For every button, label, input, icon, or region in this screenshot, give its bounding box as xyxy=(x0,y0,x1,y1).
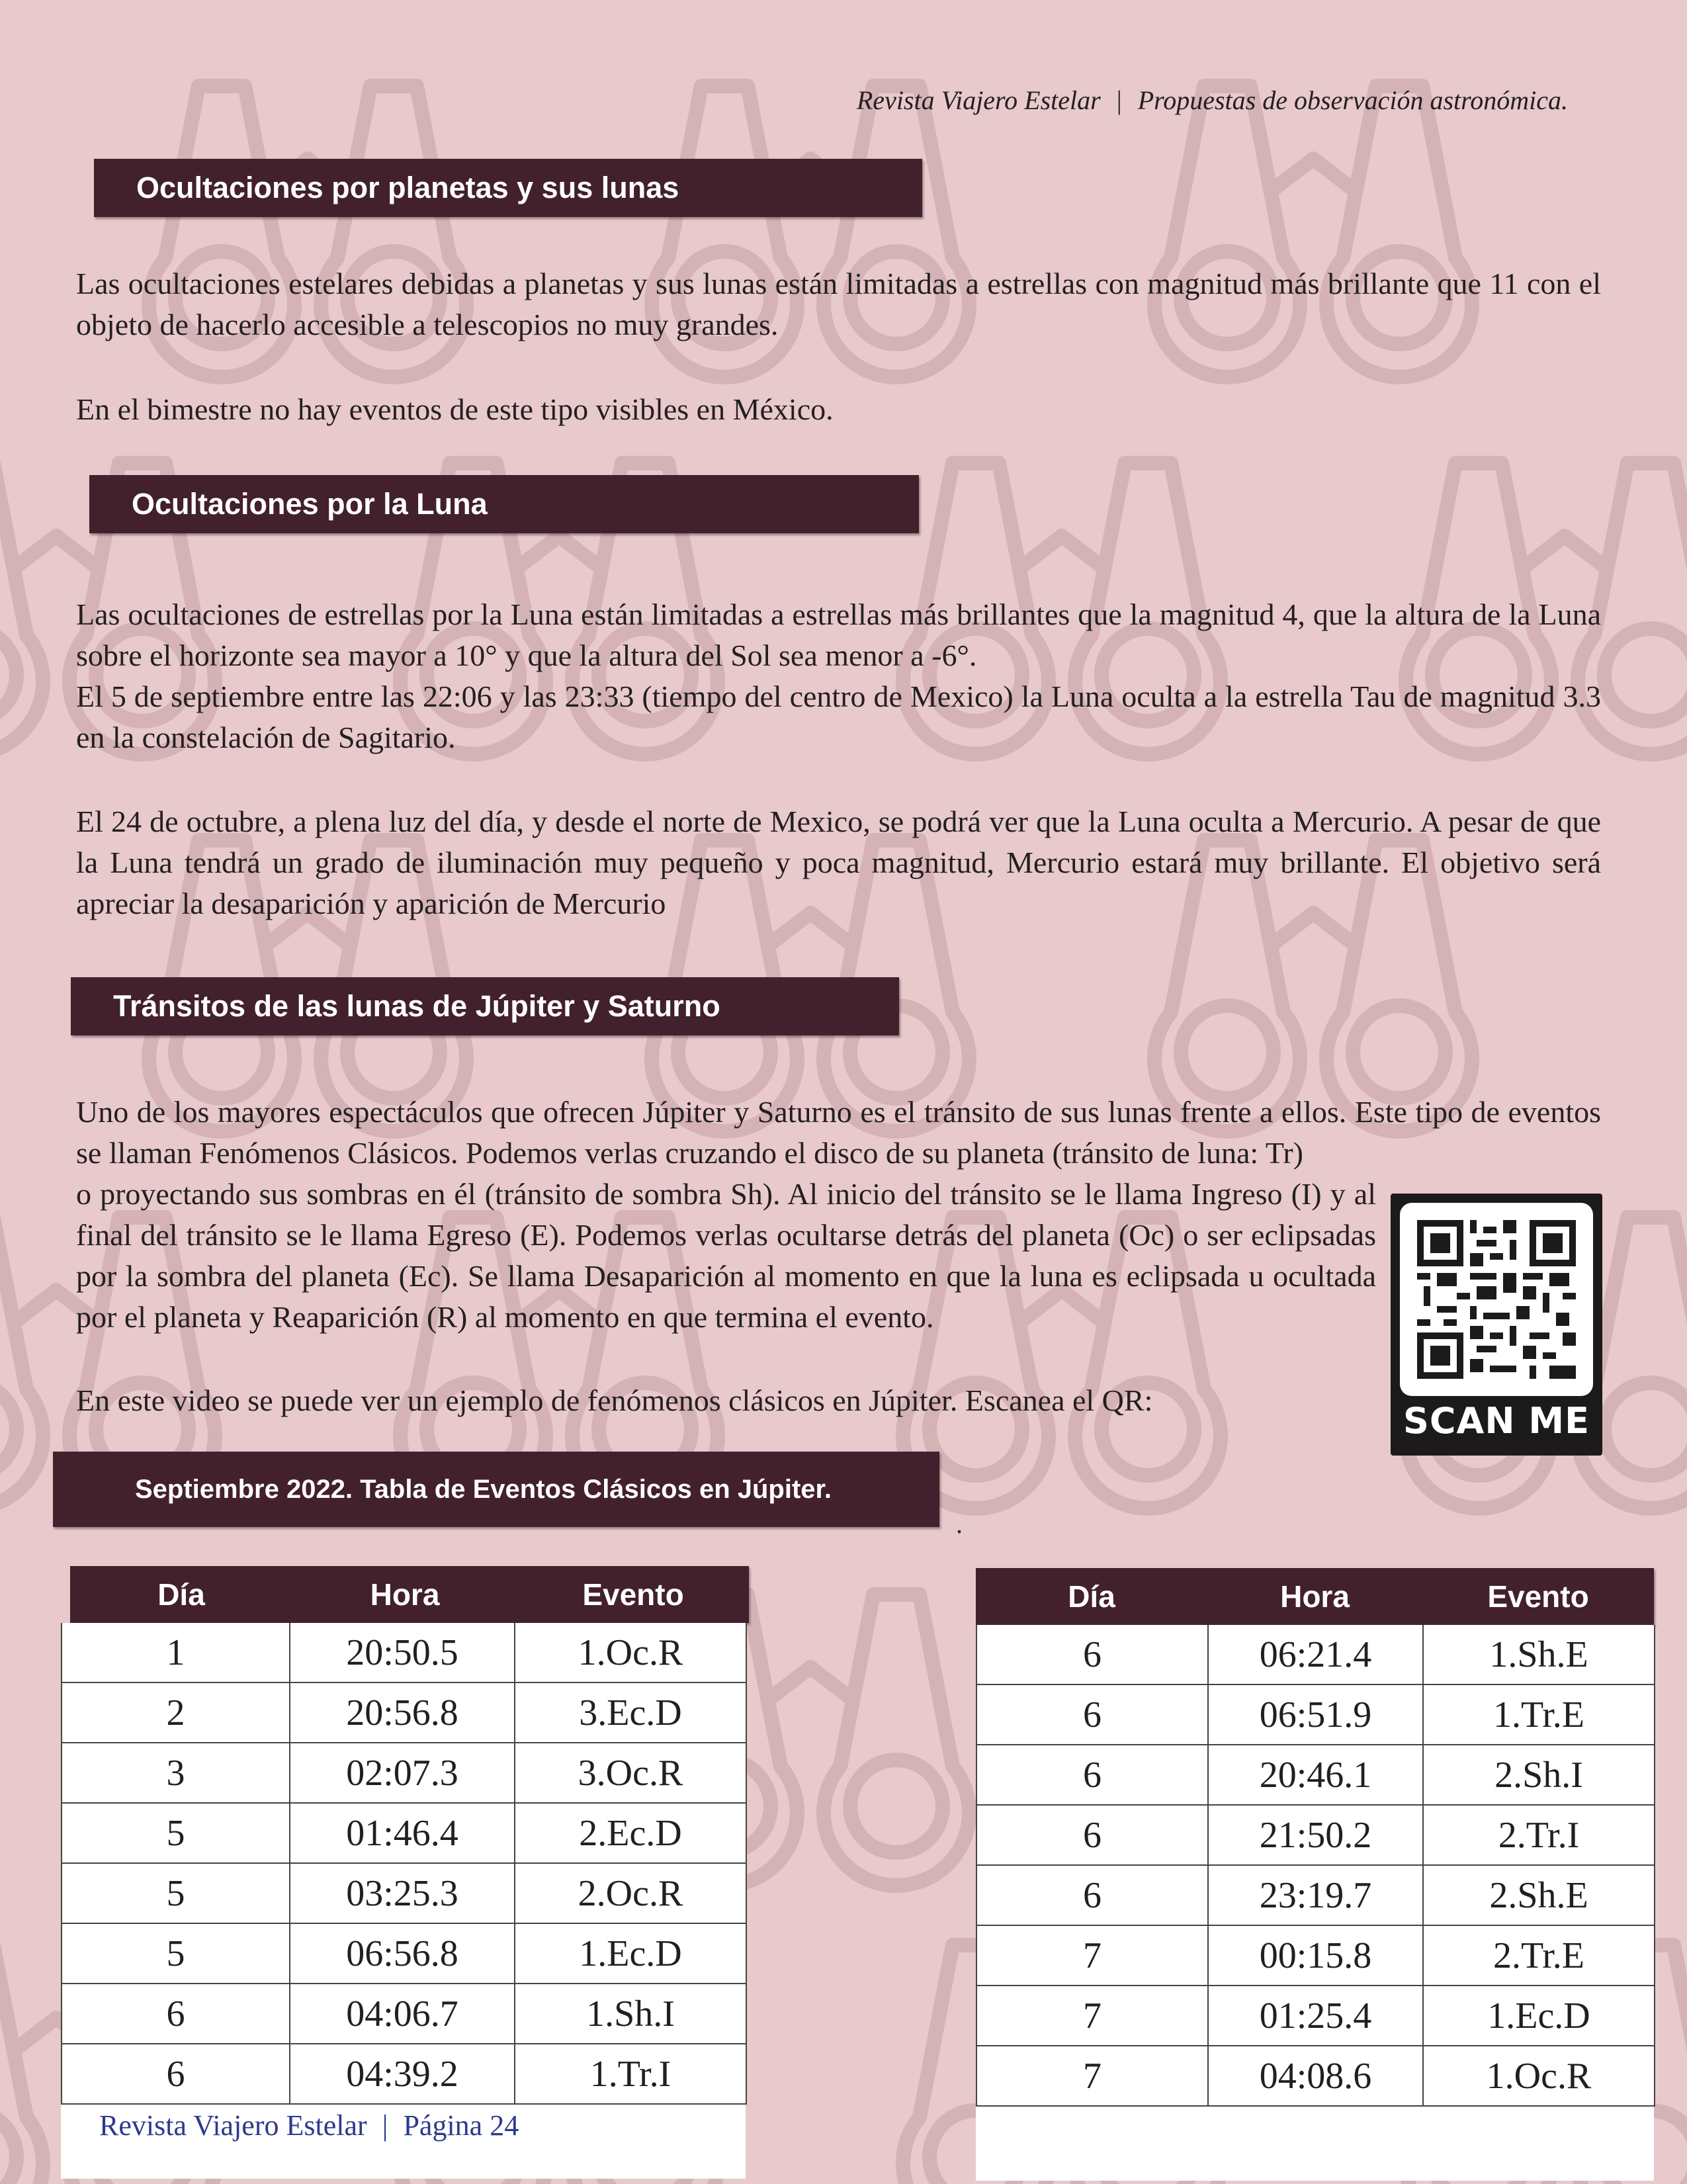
paragraph-moon-2: El 5 de septiembre entre las 22:06 y las 23:33 (tiempo del centro de Mexico) la Luna oculta a la estrella Tau de magnitud 3.3 en la constelación de Sagitario. xyxy=(76,679,1601,754)
paragraph-planets-1: Las ocultaciones estelares debidas a planetas y sus lunas están limitadas a estrellas con magnitud más brillante que 11 con el objeto de hacerlo accesible a telescopios no muy grandes. xyxy=(76,267,1601,341)
cell-day: 1 xyxy=(62,1623,290,1682)
cell-event: 3.Ec.D xyxy=(515,1682,746,1743)
table-row xyxy=(62,1984,746,2044)
events-table-right xyxy=(976,1568,1654,2181)
cell-day: 5 xyxy=(62,1863,290,1923)
cell-time: 04:39.2 xyxy=(290,2044,515,2104)
cell-event: 1.Ec.D xyxy=(515,1923,746,1984)
qr-code[interactable] xyxy=(1391,1194,1602,1456)
cell-event: 1.Ec.D xyxy=(1423,1986,1655,2046)
cell-time: 21:50.2 xyxy=(1208,1805,1423,1865)
table-row xyxy=(976,1745,1655,1805)
table-row xyxy=(976,1986,1655,2046)
cell-time: 23:19.7 xyxy=(1208,1865,1423,1925)
cell-event: 2.Sh.E xyxy=(1423,1865,1655,1925)
header-day: Día xyxy=(157,1577,205,1612)
cell-time: 04:06.7 xyxy=(290,1984,515,2044)
cell-event: 1.Sh.I xyxy=(515,1984,746,2044)
header-event: Evento xyxy=(582,1577,684,1612)
cell-time: 02:07.3 xyxy=(290,1743,515,1803)
qr-caption: SCAN ME xyxy=(1403,1400,1590,1442)
header-time: Hora xyxy=(1280,1579,1350,1614)
events-table-right-body xyxy=(976,1625,1654,2181)
table-row xyxy=(62,1923,746,1984)
cell-time: 00:15.8 xyxy=(1208,1925,1423,1986)
section-heading-planets: Ocultaciones por planetas y sus lunas xyxy=(94,159,922,217)
table-row xyxy=(976,1925,1655,1986)
cell-event: 1.Oc.R xyxy=(1423,2046,1655,2106)
cell-day: 7 xyxy=(976,1986,1208,2046)
cell-day: 7 xyxy=(976,1925,1208,1986)
cell-time: 03:25.3 xyxy=(290,1863,515,1923)
qr-code-icon xyxy=(1417,1220,1576,1379)
running-head-separator: | xyxy=(1116,85,1122,115)
cell-event: 1.Sh.E xyxy=(1423,1625,1655,1684)
paragraph-transits-2: o proyectando sus sombras en él (tránsito de sombra Sh). Al inicio del tránsito se le llama Ingreso (I) y al final del tránsito se le llama Egreso (E). Podemos verlas ocultarse detrás del planeta (Oc) o ser eclipsadas por la sombra del planeta (Ec). Se llama Desaparición al momento en que la luna es eclipsada u ocultada por el planeta y Reaparición (R) al momento en que termina el evento. xyxy=(76,1177,1376,1334)
cell-event: 2.Ec.D xyxy=(515,1803,746,1863)
cell-event: 2.Sh.I xyxy=(1423,1745,1655,1805)
cell-day: 5 xyxy=(62,1803,290,1863)
paragraph-transits-3: En este video se puede ver un ejemplo de fenómenos clásicos en Júpiter. Escanea el QR: xyxy=(76,1383,1153,1417)
cell-event: 1.Tr.E xyxy=(1423,1684,1655,1745)
header-day: Día xyxy=(1068,1579,1115,1614)
table-title: Septiembre 2022. Tabla de Eventos Clásicos en Júpiter. xyxy=(53,1452,939,1527)
cell-day: 5 xyxy=(62,1923,290,1984)
cell-event: 1.Tr.I xyxy=(515,2044,746,2104)
paragraph-transits-1: Uno de los mayores espectáculos que ofrecen Júpiter y Saturno es el tránsito de sus lunas frente a ellos. Este tipo de eventos se llaman Fenómenos Clásicos. Podemos verlas cruzando el disco de su planeta (tránsito de luna: Tr) xyxy=(76,1095,1601,1170)
cell-event: 1.Oc.R xyxy=(515,1623,746,1682)
table-row xyxy=(62,1743,746,1803)
table-row xyxy=(976,2046,1655,2106)
cell-time: 04:08.6 xyxy=(1208,2046,1423,2106)
events-table-right-header xyxy=(976,1568,1654,1625)
paragraph-planets-2: En el bimestre no hay eventos de este tipo visibles en México. xyxy=(76,392,834,426)
section-heading-moon: Ocultaciones por la Luna xyxy=(89,475,919,533)
cell-time: 06:51.9 xyxy=(1208,1684,1423,1745)
cell-day: 6 xyxy=(976,1865,1208,1925)
cell-time: 06:21.4 xyxy=(1208,1625,1423,1684)
cell-day: 6 xyxy=(976,1745,1208,1805)
header-time: Hora xyxy=(370,1577,440,1612)
qr-code-image xyxy=(1400,1203,1593,1396)
cell-time: 20:46.1 xyxy=(1208,1745,1423,1805)
footer-magazine: Revista Viajero Estelar xyxy=(99,2109,367,2142)
section-heading-transits: Tránsitos de las lunas de Júpiter y Saturno xyxy=(71,977,899,1035)
header-event: Evento xyxy=(1487,1579,1589,1614)
events-table-left xyxy=(61,1566,749,2179)
cell-event: 2.Tr.E xyxy=(1423,1925,1655,1986)
cell-event: 2.Tr.I xyxy=(1423,1805,1655,1865)
page-footer xyxy=(99,2109,519,2142)
running-head xyxy=(662,85,1568,116)
running-head-magazine: Revista Viajero Estelar xyxy=(856,85,1101,115)
cell-event: 3.Oc.R xyxy=(515,1743,746,1803)
table-row xyxy=(976,1684,1655,1745)
cell-day: 7 xyxy=(976,2046,1208,2106)
footer-page-number: Página 24 xyxy=(403,2109,519,2142)
table-row xyxy=(62,2044,746,2104)
cell-day: 6 xyxy=(62,2044,290,2104)
events-table-left-body xyxy=(61,1623,746,2179)
table-row xyxy=(62,1682,746,1743)
cell-day: 2 xyxy=(62,1682,290,1743)
cell-time: 20:50.5 xyxy=(290,1623,515,1682)
cell-time: 01:25.4 xyxy=(1208,1986,1423,2046)
cell-day: 6 xyxy=(976,1625,1208,1684)
cell-time: 20:56.8 xyxy=(290,1682,515,1743)
cell-day: 6 xyxy=(62,1984,290,2044)
table-row xyxy=(976,1805,1655,1865)
table-row xyxy=(976,1865,1655,1925)
cell-day: 6 xyxy=(976,1684,1208,1745)
events-table-left-header xyxy=(70,1566,749,1623)
table-row xyxy=(62,1623,746,1682)
cell-time: 06:56.8 xyxy=(290,1923,515,1984)
paragraph-moon-1: Las ocultaciones de estrellas por la Luna están limitadas a estrellas más brillantes que la magnitud 4, que la altura de la Luna sobre el horizonte sea mayor a 10° y que la altura del Sol sea menor a -6°. xyxy=(76,597,1601,672)
cell-time: 01:46.4 xyxy=(290,1803,515,1863)
running-head-subtitle: Propuestas de observación astronómica. xyxy=(1137,85,1568,115)
stray-period: . xyxy=(956,1509,963,1539)
footer-separator: | xyxy=(382,2109,388,2142)
cell-day: 3 xyxy=(62,1743,290,1803)
table-row xyxy=(976,1625,1655,1684)
paragraph-moon-3: El 24 de octubre, a plena luz del día, y desde el norte de Mexico, se podrá ver que la Luna oculta a Mercurio. A pesar de que la Luna tendrá un grado de iluminación muy pequeño y poca magnitud, Mercurio estará muy brillante. El objetivo será apreciar la desaparición y aparición de Mercurio xyxy=(76,805,1601,920)
table-row xyxy=(62,1803,746,1863)
cell-day: 6 xyxy=(976,1805,1208,1865)
table-row xyxy=(62,1863,746,1923)
cell-event: 2.Oc.R xyxy=(515,1863,746,1923)
